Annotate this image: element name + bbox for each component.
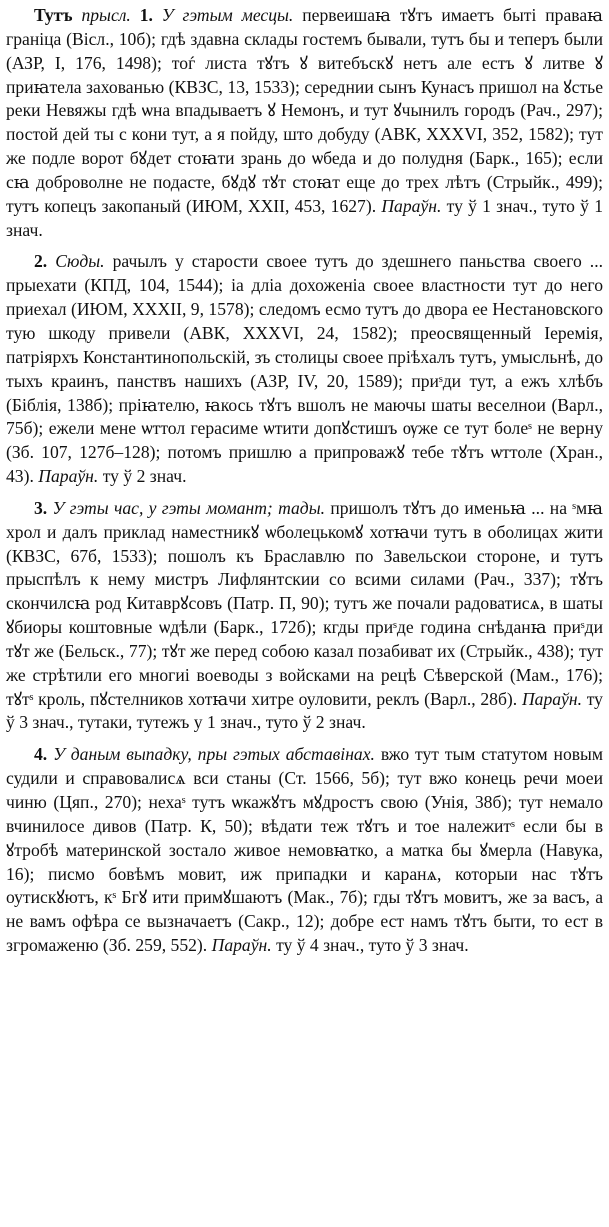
- sense-citations: первеишаꙗ тꙋтъ имаетъ быті праваꙗ граніца (Вісл., 10б); гдѣ здавна склады гостемъ бывали, тутъ бы и теперъ были (АЗР, I, 176, 1498); тоѓ листа тꙋтъ ꙋ витебъскꙋ нетъ але естъ ꙋ литве ꙋ приꙗтела захованью (КВЗС, 13, 1533); середнии сынъ Кунасъ пришол на ꙋстье реки Невяжы гдѣ ѡна впадываетъ ꙋ Немонъ, и тут ꙋчынилъ городъ (Рач., 297); постой дей ты с кони тут, а я пойду, што добуду (АВК, XXXVI, 352, 1582); тут же подле ворот бꙋдет стоꙗти зрань до ѡбеда и до полудня (Барк., 165); если сꙗ доброволне не подасте, бꙋдꙋ тꙋт стоꙗт еще до трех лѣтъ (Стрыйк., 499); тутъ копецъ закопаный (ИЮМ, XXII, 453, 1627).: [6, 5, 603, 216]
- sense-number: 3.: [34, 497, 48, 518]
- entry-sense-3: [6, 497, 603, 735]
- sense-number: 1.: [139, 5, 153, 25]
- sense-gloss: У гэтым месцы.: [161, 5, 294, 25]
- cross-reference-label: Параўн.: [211, 935, 272, 956]
- part-of-speech: прысл.: [81, 5, 131, 25]
- cross-reference: ту ў 4 знач., туто ў 3 знач.: [276, 935, 469, 956]
- sense-citations: рачылъ у старости своее тутъ до здешнего паньства своего ... прыехати (КПД, 104, 1544); іа дліа дохоженіа своее властности тут до него приехал (ИЮМ, XXXII, 9, 1578); следомъ есмо тутъ до двора ее Нестановского тую шкоду привели (АВК, XXXVI, 24, 1582); преосвященный Іеремія, патріярхъ Константинопольскій, зъ столицы своее пріѣхалъ тутъ, умысльнѣ, до тыхъ краинъ, панствъ нашихъ (АЗР, IV, 20, 1589); приˢди тут, а ежъ хлѣбъ (Біблія, 138б); пріꙗтелю, ꙗкось тꙋтъ вшолъ не маючы шаты веселнои (Варл., 75б); ежели мене ѡттол герасиме ѡтити допꙋстишъ ѹже се тут болеˢ не верну (Зб. 107, 127б–128); потомъ пришлю а припроважꙋ тебе тꙋтъ ѡттоле (Хран., 43).: [6, 251, 603, 487]
- sense-citations: пришолъ тꙋтъ до именьꙗ ... на ˢмꙗ хрол и далъ приклад наместникꙋ ѡболецькомꙋ хотꙗчи тутъ в оболицах жити (КВЗС, 67б, 1533); пошолъ къ Браславлю по Завельскои стороне, и тутъ прыспѣлъ к нему мистръ Лифлянтскии со всими силами (Рач., 337); тꙋтъ скончилсꙗ род Китаврꙋсовъ (Патр. П, 90); тутъ же почали радоватисѧ, в шаты ꙋбиоры коштовные ѡдѣли (Барк., 172б); кгды приˢде година снѣданꙗ приˢди тꙋт же (Бельск., 77); тꙋт же перед собою казал позабиват их (Стрыйк., 438); тут же стрѣтили его многиі воеводы з войсками на рецѣ Сѣверской (Мам., 176); тꙋтˢ кроль, пꙋстелников хотꙗчи хитре оуловити, реклъ (Варл., 28б).: [6, 497, 603, 709]
- entry-sense-1: [6, 4, 603, 242]
- cross-reference-label: Параўн.: [38, 466, 99, 487]
- cross-reference: ту ў 1 знач., туто ў 1 знач.: [6, 195, 603, 240]
- sense-citations: вжо тут тым статутом новым судили и справовалисѧ вси станы (Ст. 1566, 5б); тут вжо конець речи моеи чиню (Цяп., 270); нехаˢ тутъ ѡкажꙋтъ мꙋдростъ свою (Унія, 38б); тут немало вчинилосе дивов (Патр. К, 50); вѣдати теж тꙋтъ и тое належитˢ если бы в ꙋтробѣ материнской зостало живое немовꙗтко, а матка бы ꙋмерла (Навука, 16); писмо бовѣмъ мовит, иж припадки и каранѧ, которыи нас тꙋтъ оутискꙋютъ, кˢ Бгꙋ ити примꙋшаютъ (Мак., 7б); гды тꙋтъ мовитъ, же за васъ, а не вамъ офѣра се вызначаетъ (Сакр., 12); добре ест намъ тꙋтъ быти, то ест в згромаженю (Зб. 259, 552).: [6, 744, 604, 956]
- sense-gloss: У гэты час, у гэты момант; тады.: [52, 497, 326, 518]
- headword: Тутъ: [34, 5, 73, 25]
- cross-reference: ту ў 3 знач., тутаки, тутежъ у 1 знач., туто ў 2 знач.: [6, 688, 603, 733]
- cross-reference-label: Параўн.: [381, 195, 442, 216]
- sense-number: 2.: [34, 251, 48, 272]
- sense-gloss: У даным выпадку, пры гэтых абставінах.: [53, 744, 375, 765]
- sense-gloss: Сюды.: [55, 251, 105, 272]
- entry-sense-2: [6, 250, 603, 488]
- cross-reference-label: Параўн.: [521, 688, 582, 709]
- sense-number: 4.: [34, 744, 48, 765]
- cross-reference: ту ў 2 знач.: [102, 466, 187, 487]
- entry-sense-4: [6, 743, 603, 958]
